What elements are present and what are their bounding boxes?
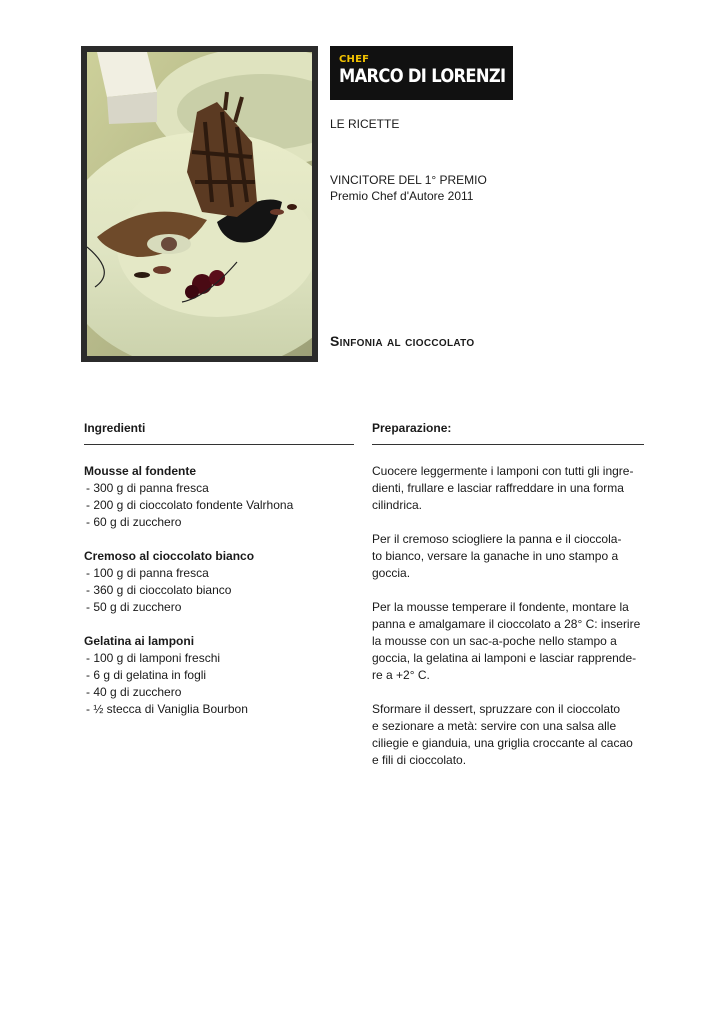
ingredient-item: - 360 g di cioccolato bianco <box>86 583 232 597</box>
preparation-line: Per il cremoso sciogliere la panna e il cioccola- <box>372 532 622 546</box>
ingredient-item: - 40 g di zucchero <box>86 685 182 699</box>
preparation-line: la mousse con un sac-a-poche nello stampo a <box>372 634 617 648</box>
preparation-line: e fili di cioccolato. <box>372 753 467 767</box>
preparation-line: cilindrica. <box>372 498 423 512</box>
chef-name: MARCO DI LORENZI <box>339 65 506 87</box>
ingredient-item: - 6 g di gelatina in fogli <box>86 668 207 682</box>
preparation-paragraph <box>372 531 644 582</box>
preparation-line: Sformare il dessert, spruzzare con il cioccolato <box>372 702 621 716</box>
award-name: Premio Chef d'Autore 2011 <box>330 189 474 203</box>
ingredient-group <box>84 548 354 616</box>
award-block <box>330 172 487 204</box>
preparation-column <box>372 420 644 786</box>
ingredient-group-title: Cremoso al cioccolato bianco <box>84 549 255 563</box>
ingredients-heading: Ingredienti <box>84 421 146 435</box>
preparation-line: goccia, la gelatina ai lamponi e lasciar rapprende- <box>372 651 637 665</box>
preparation-paragraph <box>372 463 644 514</box>
award-title: VINCITORE DEL 1° PREMIO <box>330 173 487 187</box>
ingredient-item: - 60 g di zucchero <box>86 515 182 529</box>
dish-title: Sinfonia al cioccolato <box>330 333 475 349</box>
preparation-line: panna e amalgamare il cioccolato a 28° C: inserire <box>372 617 641 631</box>
preparation-line: Per la mousse temperare il fondente, montare la <box>372 600 629 614</box>
ingredient-item: - 50 g di zucchero <box>86 600 182 614</box>
preparation-paragraph <box>372 701 644 769</box>
ingredients-divider <box>84 444 354 445</box>
ingredient-item: - 100 g di lamponi freschi <box>86 651 221 665</box>
preparation-line: Cuocere leggermente i lamponi con tutti gli ingre- <box>372 464 634 478</box>
ingredient-group <box>84 463 354 531</box>
preparation-line: goccia. <box>372 566 411 580</box>
preparation-heading: Preparazione: <box>372 421 452 435</box>
ingredient-group-title: Mousse al fondente <box>84 464 197 478</box>
preparation-line: e sezionare a metà: servire con una salsa alle <box>372 719 617 733</box>
ingredients-column <box>84 420 354 735</box>
ingredient-group <box>84 633 354 718</box>
section-subtitle: LE RICETTE <box>330 117 400 131</box>
chef-label: CHEF <box>339 54 370 65</box>
preparation-paragraph <box>372 599 644 684</box>
ingredient-group-title: Gelatina ai lamponi <box>84 634 195 648</box>
ingredient-item: - 100 g di panna fresca <box>86 566 209 580</box>
preparation-line: dienti, frullare e lasciar raffreddare in una forma <box>372 481 624 495</box>
ingredient-item: - ½ stecca di Vaniglia Bourbon <box>86 702 248 716</box>
preparation-divider <box>372 444 644 445</box>
dessert-photo-icon <box>87 52 312 356</box>
ingredient-item: - 300 g di panna fresca <box>86 481 209 495</box>
preparation-line: re a +2° C. <box>372 668 430 682</box>
dessert-photo <box>81 46 318 362</box>
ingredient-item: - 200 g di cioccolato fondente Valrhona <box>86 498 294 512</box>
preparation-line: ciliegie e gianduia, una griglia croccante al cacao <box>372 736 633 750</box>
preparation-line: to bianco, versare la ganache in uno stampo a <box>372 549 619 563</box>
chef-badge <box>330 46 513 100</box>
